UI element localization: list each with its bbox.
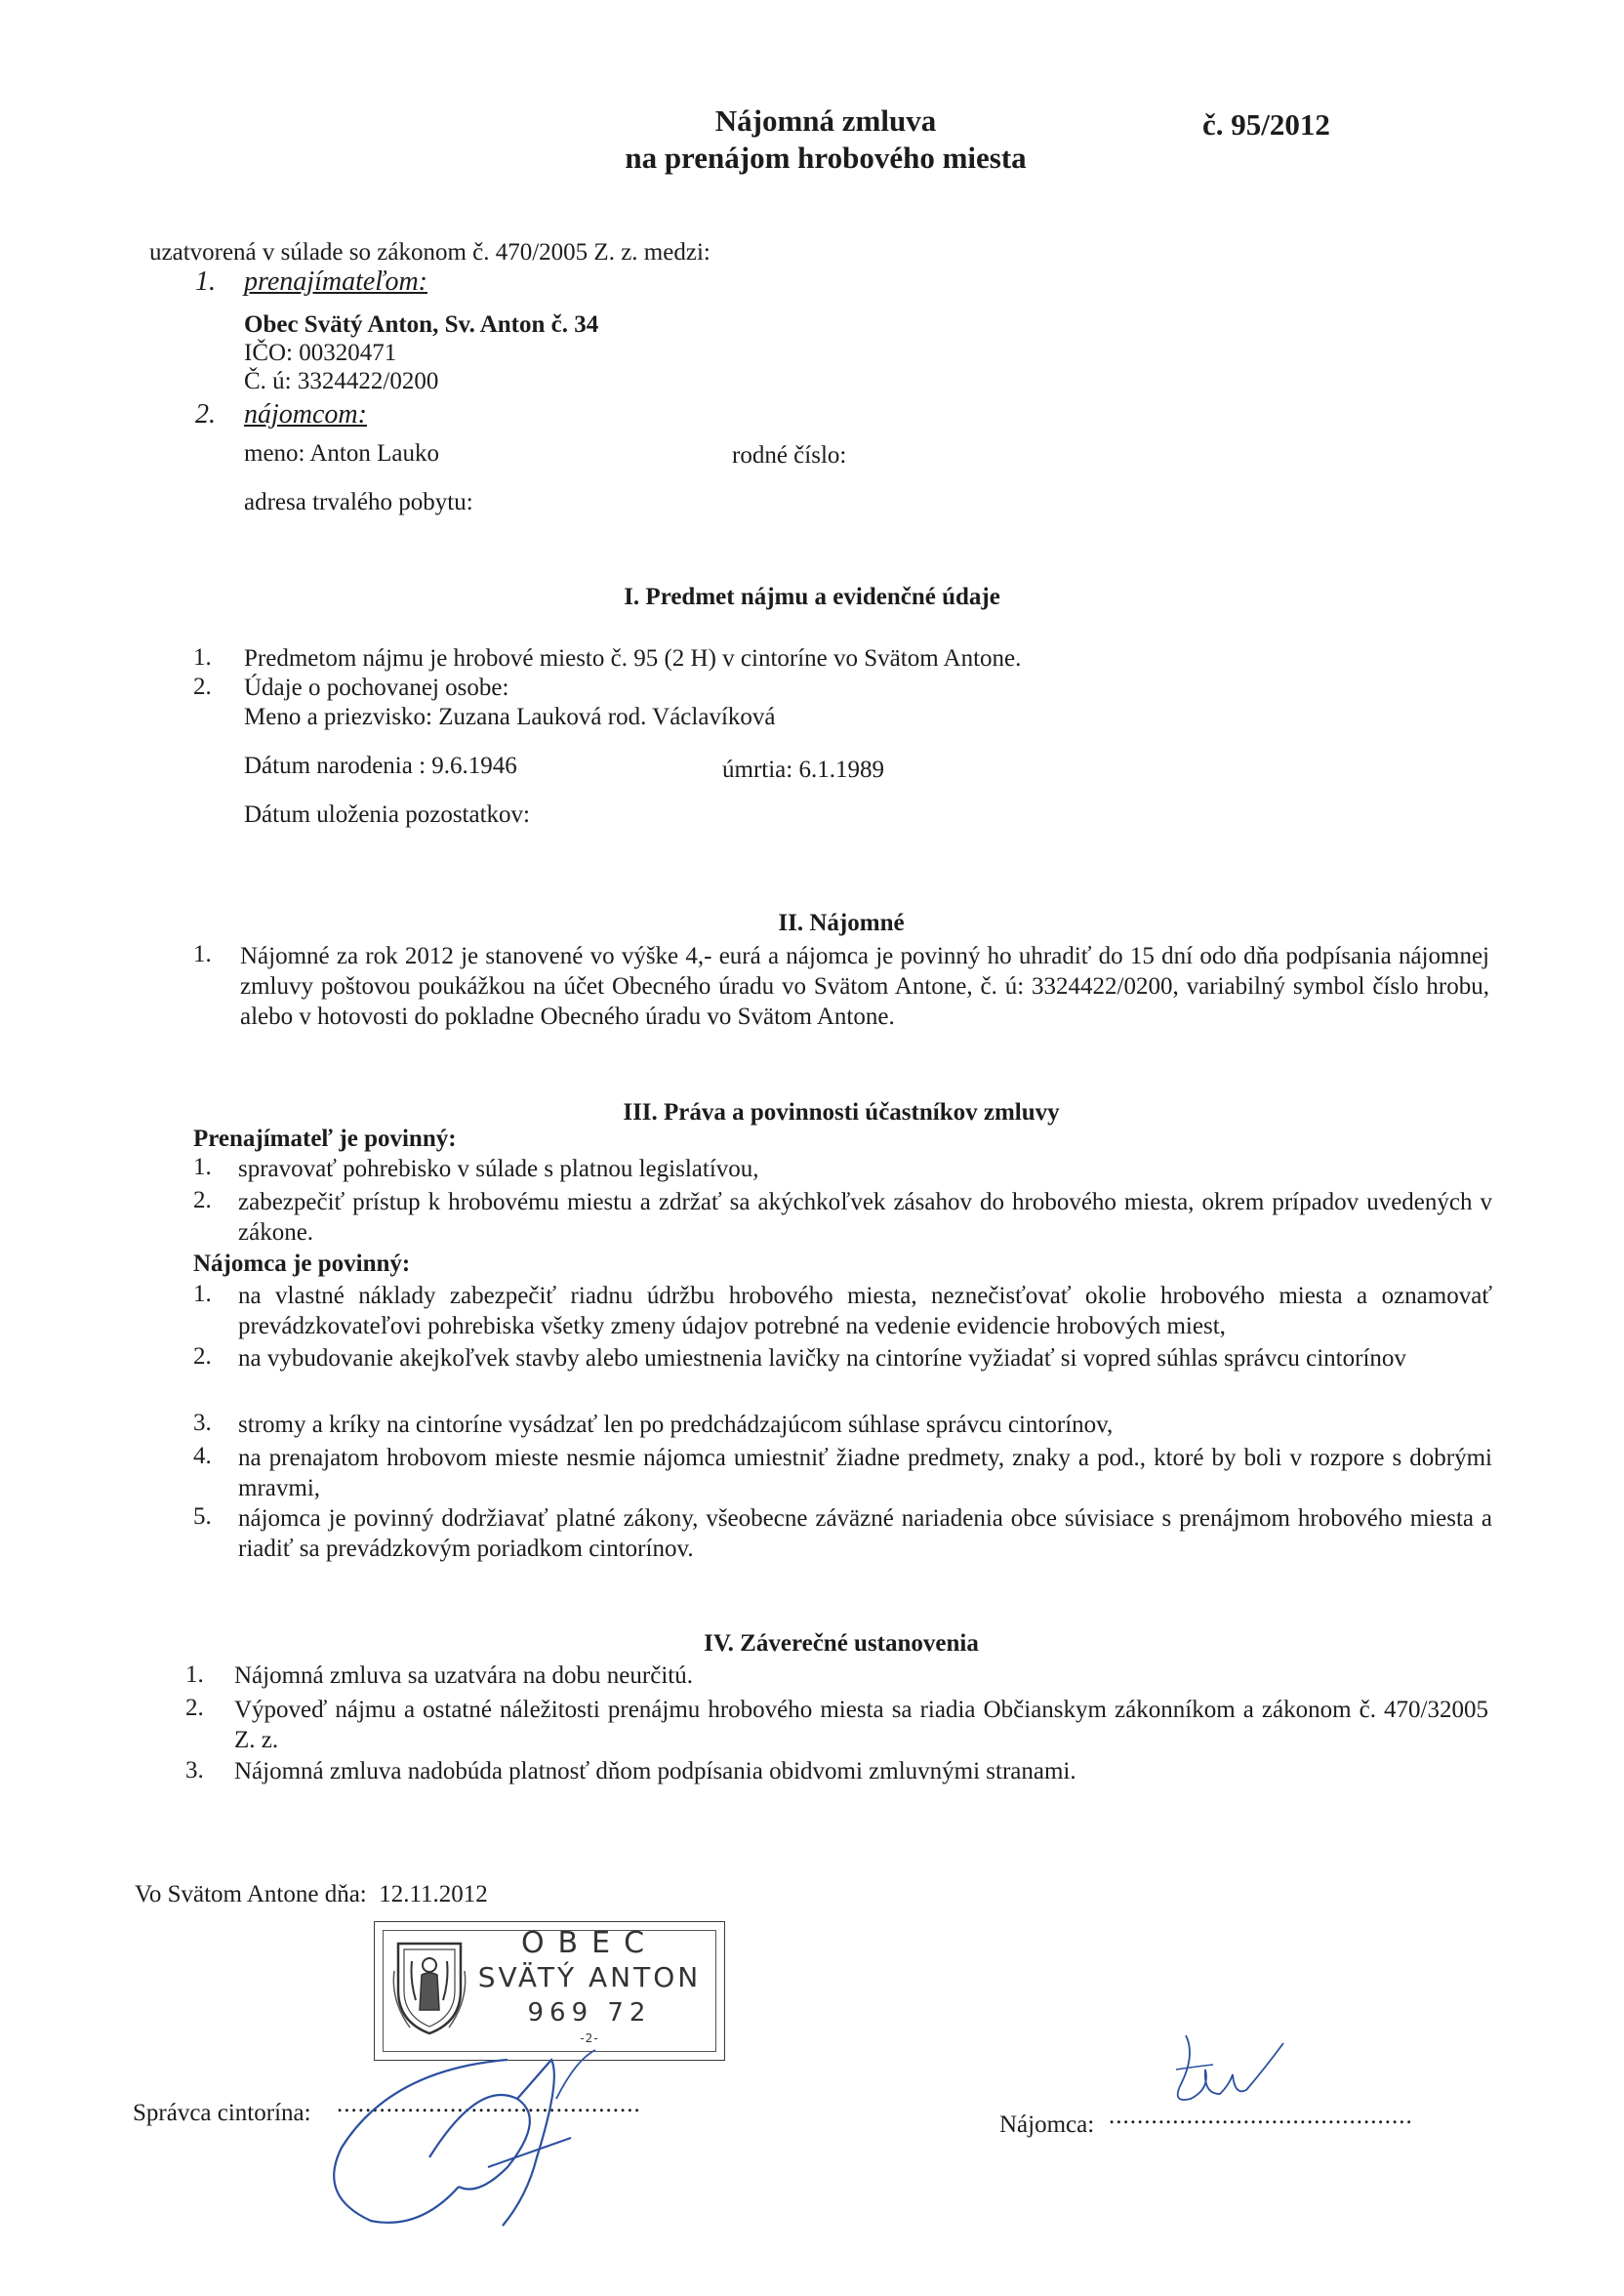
tenant-obligations-heading: Nájomca je povinný: [193, 1250, 411, 1277]
coat-of-arms-icon [390, 1932, 468, 2039]
place-and-date: Vo Svätom Antone dňa: 12.11.2012 [135, 1881, 488, 1907]
section4-item-text: Nájomná zmluva nadobúda platnosť dňom podpísania obidvomi zmluvnými stranami. [234, 1758, 1076, 1784]
landlord-item-text: zabezpečiť prístup k hrobovému miestu a zdržať sa akýchkoľvek zásahov do hrobového miesta, okrem prípadov uvedených v zákone. [238, 1189, 1492, 1246]
party2-role: nájomcom: [244, 399, 367, 430]
party1-number: 1. [195, 266, 216, 297]
section1-item-text: Údaje o pochovanej osobe: [244, 675, 509, 701]
section4-item-number: 1. [185, 1661, 204, 1688]
party2-number: 2. [195, 399, 216, 430]
deceased-birth-date: Dátum narodenia : 9.6.1946 [244, 753, 517, 779]
admin-signature-icon [312, 2040, 644, 2235]
party1-ico: IČO: 00320471 [244, 340, 397, 366]
party1-role: prenajímateľom: [244, 266, 428, 297]
tenant-item-number: 5. [193, 1503, 212, 1530]
section2-item-text: Nájomné za rok 2012 je stanovené vo výške 4,- eurá a nájomca je povinný ho uhradiť do 15 dní odo dňa podpísania nájomnej zmluvy poštovou poukážkou na účet Obecného úradu vo Svätom Antone, č. ú: 3324422/0200, variabilný symbol číslo hrobu, alebo v hotovosti do pokladne Obecného úradu vo Svätom Antone. [240, 943, 1489, 1030]
section4-heading: IV. Záverečné ustanovenia [704, 1630, 979, 1657]
tenant-item-text: nájomca je povinný dodržiavať platné zákony, všeobecne záväzné nariadenia obce súvisiace s prenájmom hrobového miesta a riadiť sa prevádzkovým poriadkom cintorínov. [238, 1505, 1492, 1562]
party2-birth-number-label: rodné číslo: [732, 442, 847, 469]
section4-item-text: Nájomná zmluva sa uzatvára na dobu neurčitú. [234, 1662, 693, 1689]
cemetery-admin-label: Správca cintorína: [133, 2100, 311, 2126]
tenant-item-number: 4. [193, 1443, 212, 1469]
deceased-death-date: úmrtia: 6.1.1989 [722, 757, 884, 783]
tenant-item-text: na vlastné náklady zabezpečiť riadnu údržbu hrobového miesta, neznečisťovať okolie hrobového miesta a oznamovať prevádzkovateľovi pohrebiska všetky zmeny údajov potrebné na vedenie evidencie hrobových miest, [238, 1283, 1492, 1339]
stamp-text-name: SVÄTÝ ANTON [477, 1961, 702, 1993]
section3-heading: III. Práva a povinnosti účastníkov zmluvy [623, 1099, 1060, 1126]
contract-intro: uzatvorená v súlade so zákonom č. 470/2005 Z. z. medzi: [149, 239, 710, 266]
section4-item-number: 3. [185, 1757, 204, 1784]
burial-date-label: Dátum uloženia pozostatkov: [244, 801, 530, 828]
tenant-signature-icon [1157, 2026, 1293, 2113]
tenant-item-text: na vybudovanie akejkoľvek stavby alebo umiestnenia lavičky na cintoríne vyžiadať si vopred súhlas správcu cintorínov [238, 1345, 1406, 1372]
landlord-item-number: 1. [193, 1154, 212, 1180]
deceased-name: Meno a priezvisko: Zuzana Lauková rod. Václavíková [244, 704, 776, 730]
section2-item-number: 1. [193, 941, 212, 967]
section1-heading: I. Predmet nájmu a evidenčné údaje [624, 584, 1000, 610]
document-title-line1: Nájomná zmluva [714, 103, 937, 138]
document-title-line2: na prenájom hrobového miesta [625, 141, 1027, 175]
party1-account: Č. ú: 3324422/0200 [244, 368, 439, 394]
section1-item-number: 2. [193, 674, 212, 700]
tenant-item-number: 2. [193, 1343, 212, 1370]
tenant-label: Nájomca: [999, 2112, 1095, 2138]
party1-name: Obec Svätý Anton, Sv. Anton č. 34 [244, 311, 599, 338]
landlord-item-text: spravovať pohrebisko v súlade s platnou legislatívou, [238, 1156, 759, 1182]
landlord-item-number: 2. [193, 1187, 212, 1213]
section2-heading: II. Nájomné [778, 910, 905, 936]
stamp-text-small: -2- [580, 2031, 599, 2045]
tenant-item-number: 1. [193, 1281, 212, 1307]
tenant-signature-line: ........................................... [1109, 2103, 1413, 2129]
section1-item-number: 1. [193, 644, 212, 671]
section1-item-text: Predmetom nájmu je hrobové miesto č. 95 (2 H) v cintoríne vo Svätom Antone. [244, 645, 1022, 672]
stamp-text-obec: OBEC [520, 1926, 659, 1960]
section4-item-number: 2. [185, 1695, 204, 1721]
party2-address-label: adresa trvalého pobytu: [244, 489, 473, 515]
landlord-obligations-heading: Prenajímateľ je povinný: [193, 1126, 457, 1152]
stamp-text-postcode: 969 72 [527, 1998, 652, 2028]
section4-item-text: Výpoveď nájmu a ostatné náležitosti prenájmu hrobového miesta sa riadia Občianskym zákonníkom a zákonom č. 470/32005 Z. z. [234, 1697, 1488, 1753]
document-number: č. 95/2012 [1202, 107, 1330, 142]
party2-name: meno: Anton Lauko [244, 440, 439, 467]
tenant-item-number: 3. [193, 1410, 212, 1436]
tenant-item-text: stromy a kríky na cintoríne vysádzať len po predchádzajúcom súhlase správcu cintorínov, [238, 1412, 1114, 1438]
tenant-item-text: na prenajatom hrobovom mieste nesmie nájomca umiestniť žiadne predmety, znaky a pod., ktoré by boli v rozpore s dobrými mravmi, [238, 1445, 1492, 1501]
cemetery-admin-signature-line: ........................................... [337, 2091, 641, 2117]
